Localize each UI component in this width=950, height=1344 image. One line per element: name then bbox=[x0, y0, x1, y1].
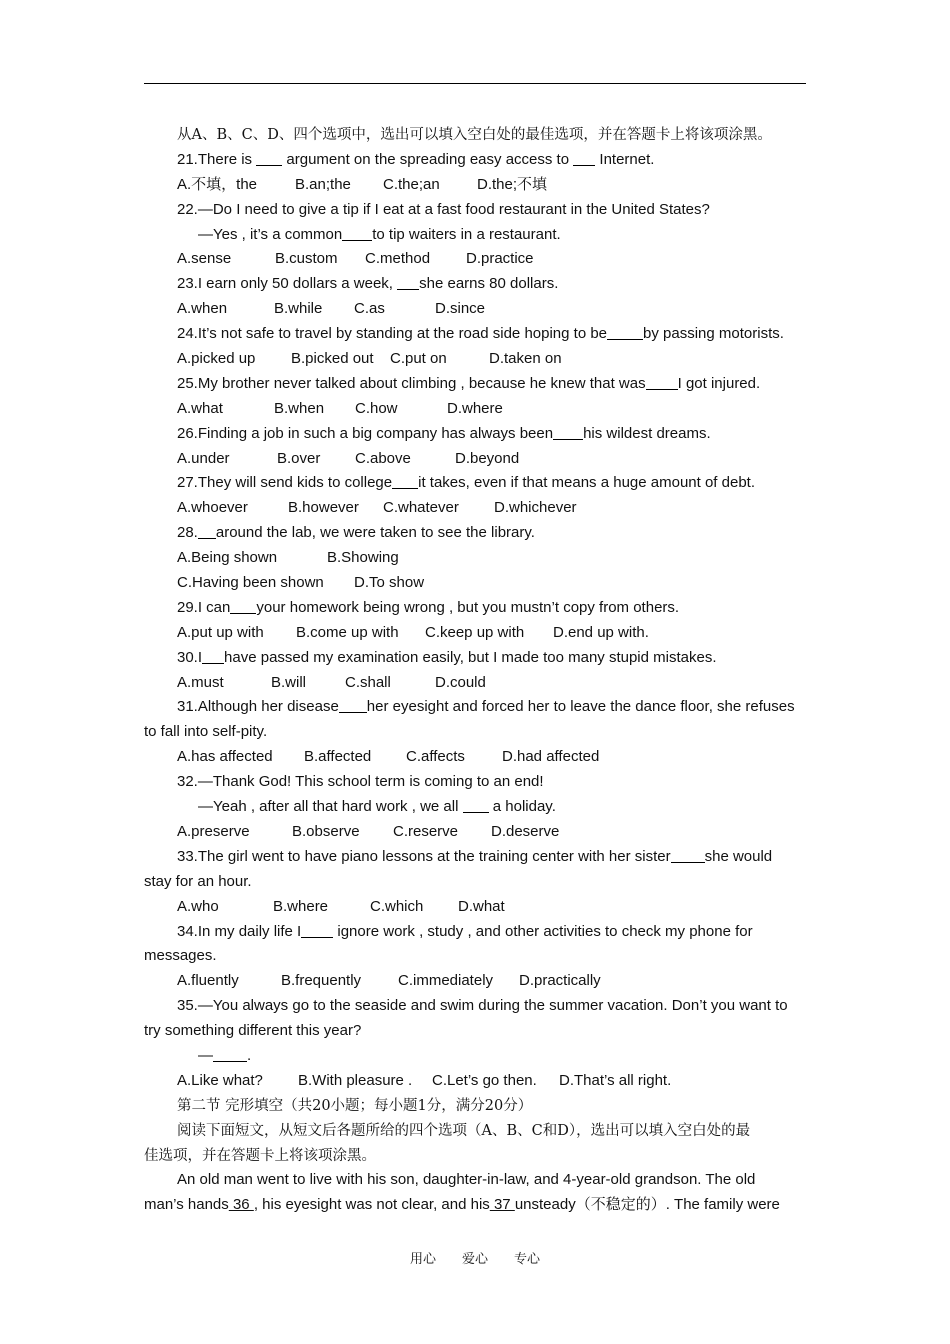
question-26: 26.Finding a job in such a big company has always been his wildest dreams. bbox=[177, 424, 711, 442]
options-26: A.under B.over C.above D.beyond bbox=[177, 449, 520, 467]
footer-word: 专心 bbox=[514, 1252, 541, 1267]
options-23: A.when B.while C.as D.since bbox=[177, 300, 486, 318]
question-34: 34.In my daily life I ignore work , study , and other activities to check my phone for bbox=[177, 922, 753, 940]
question-32-reply: —Yeah , after all that hard work , we all a holiday. bbox=[198, 798, 556, 816]
options-28b: C.Having been shown D.To show bbox=[177, 574, 425, 592]
options-33: A.who B.where C.which D.what bbox=[177, 897, 505, 915]
options-31: A.has affected B.affected C.affects D.had affected bbox=[177, 748, 600, 766]
section2-instruction-cont: 佳选项，并在答题卡上将该项涂黑。 bbox=[144, 1147, 376, 1164]
options-30: A.must B.will C.shall D.could bbox=[177, 673, 486, 691]
question-28: 28. around the lab, we were taken to see the library. bbox=[177, 524, 535, 542]
footer-word: 用心 bbox=[409, 1252, 436, 1267]
question-27: 27.They will send kids to college it takes, even if that means a huge amount of debt. bbox=[177, 474, 756, 492]
answer-blank bbox=[213, 1047, 247, 1062]
question-25: 25.My brother never talked about climbing , because he knew that was I got injured. bbox=[177, 374, 761, 392]
question-23: 23.I earn only 50 dollars a week, she earns 80 dollars. bbox=[177, 275, 559, 293]
answer-blank bbox=[202, 649, 224, 664]
question-33-cont: stay for an hour. bbox=[144, 872, 252, 890]
options-29: A.put up with B.come up with C.keep up with D.end up with. bbox=[177, 623, 649, 641]
question-21: 21.There is argument on the spreading easy access to Internet. bbox=[177, 150, 655, 168]
question-31: 31.Although her disease her eyesight and forced her to leave the dance floor, she refuses bbox=[177, 698, 795, 716]
question-33: 33.The girl went to have piano lessons at the training center with her sister she would bbox=[177, 847, 773, 865]
instruction: 从A、B、C、D、四个选项中，选出可以填入空白处的最佳选项，并在答题卡上将该项涂黑。 bbox=[177, 127, 772, 143]
question-32: 32.—Thank God! This school term is coming to an end! bbox=[177, 773, 544, 791]
options-25: A.what B.when C.how D.where bbox=[177, 399, 503, 417]
options-28a: A.Being shown B.Showing bbox=[177, 549, 399, 567]
answer-blank bbox=[198, 524, 216, 539]
answer-blank bbox=[397, 275, 419, 290]
answer-blank bbox=[230, 599, 256, 614]
question-35-cont: try something different this year? bbox=[144, 1022, 362, 1040]
header-rule bbox=[144, 83, 806, 84]
answer-blank bbox=[646, 375, 678, 390]
blank-37: 37 bbox=[489, 1196, 515, 1214]
page-footer bbox=[0, 1248, 950, 1267]
question-35: 35.—You always go to the seaside and swim during the summer vacation. Don’t you want to bbox=[177, 997, 788, 1015]
question-22: 22.—Do I need to give a tip if I eat at a fast food restaurant in the United States? bbox=[177, 200, 710, 218]
passage-line-1: An old man went to live with his son, daughter-in-law, and 4-year-old grandson. The old bbox=[177, 1171, 756, 1189]
answer-blank bbox=[392, 474, 418, 489]
answer-blank bbox=[553, 425, 583, 440]
question-22-reply: —Yes , it’s a common to tip waiters in a restaurant. bbox=[198, 225, 561, 243]
answer-blank bbox=[342, 226, 372, 241]
answer-blank bbox=[256, 151, 282, 166]
answer-blank bbox=[463, 798, 489, 813]
question-30: 30.I have passed my examination easily, but I made too many stupid mistakes. bbox=[177, 648, 717, 666]
answer-blank bbox=[573, 151, 595, 166]
question-34-cont: messages. bbox=[144, 947, 217, 965]
options-21: A.不填，the B.an;the C.the;an D.the;不填 bbox=[177, 175, 548, 193]
answer-blank bbox=[301, 923, 333, 938]
answer-blank bbox=[671, 848, 705, 863]
options-34: A.fluently B.frequently C.immediately D.practically bbox=[177, 972, 601, 990]
footer-word: 爱心 bbox=[461, 1252, 488, 1267]
options-24: A.picked up B.picked out C.put on D.taken on bbox=[177, 350, 562, 368]
blank-36: 36 bbox=[228, 1196, 254, 1214]
section2-instruction: 阅读下面短文，从短文后各题所给的四个选项（A、B、C和D），选出可以填入空白处的最 bbox=[177, 1122, 751, 1139]
page-body bbox=[144, 123, 806, 1218]
passage-line-2: man’s hands 36 , his eyesight was not clear, and his 37 unsteady（不稳定的）. The family were bbox=[144, 1196, 780, 1214]
options-35: A.Like what? B.With pleasure . C.Let’s go then. D.That’s all right. bbox=[177, 1071, 672, 1089]
section2-title: 第二节 完形填空（共20小题；每小题1分，满分20分） bbox=[177, 1097, 533, 1114]
options-27: A.whoever B.however C.whatever D.whichever bbox=[177, 499, 577, 517]
answer-blank bbox=[339, 698, 367, 713]
options-22: A.sense B.custom C.method D.practice bbox=[177, 250, 534, 268]
question-31-cont: to fall into self-pity. bbox=[144, 723, 268, 741]
question-29: 29.I can your homework being wrong , but you mustn’t copy from others. bbox=[177, 598, 680, 616]
options-32: A.preserve B.observe C.reserve D.deserve bbox=[177, 822, 560, 840]
answer-blank bbox=[607, 325, 643, 340]
question-35-reply: — . bbox=[198, 1046, 252, 1064]
question-24: 24.It’s not safe to travel by standing at the road side hoping to be by passing motorists. bbox=[177, 325, 784, 343]
